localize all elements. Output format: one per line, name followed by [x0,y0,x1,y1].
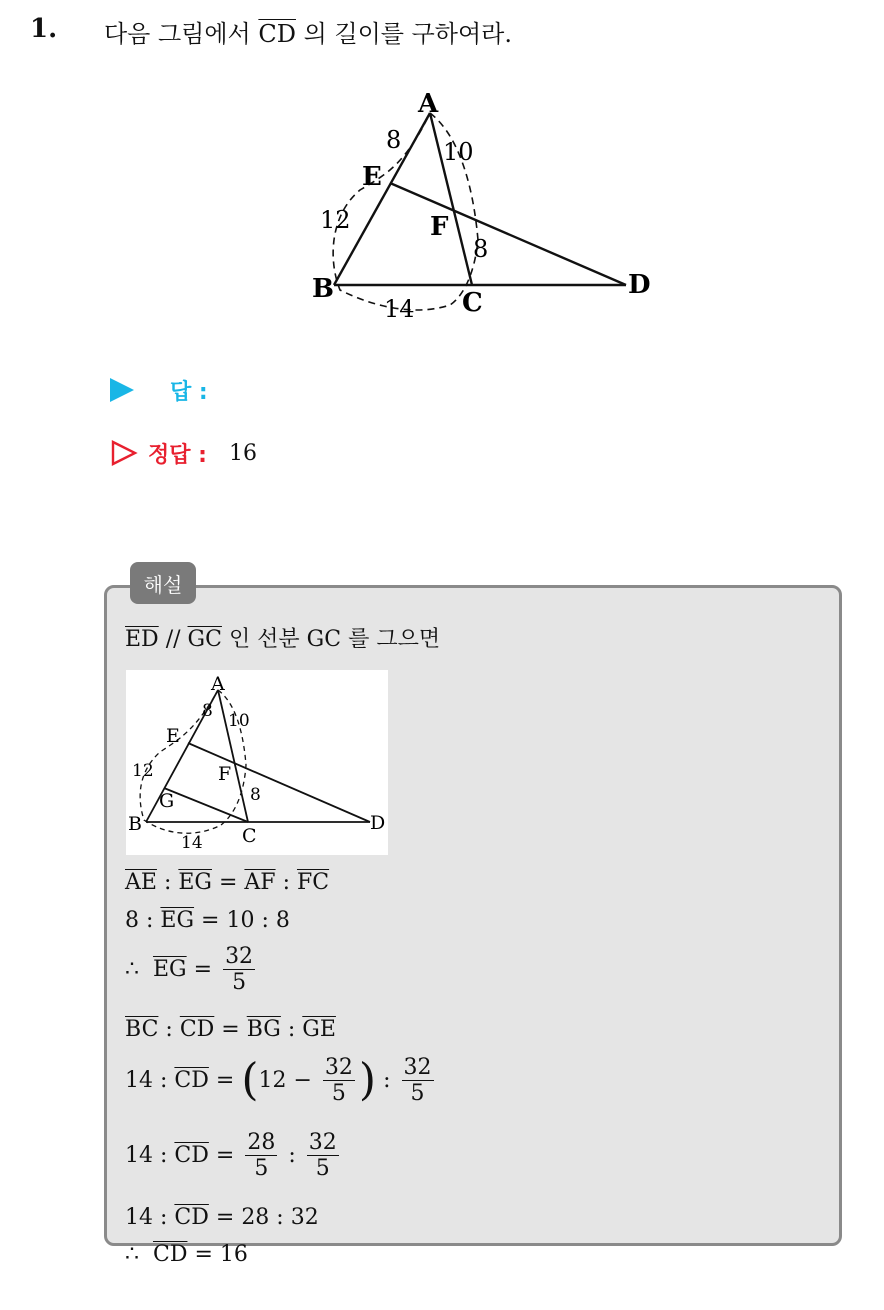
step-5: 14 : $\overline{CD} = (12$ − $\frac{32}{5}$ ) : $\frac{32}{5}$ [125,1054,432,1106]
correct-value: 16 [228,440,257,466]
step-3: ∴ $\overline{EG}$ = $\frac{32}{5}$ [125,944,254,995]
step-1: $\overline{AE}$ : $\overline{EG} = \overline{AF}$ : $\overline{FC}$ [125,870,330,895]
correct-label: 정답 : [148,442,207,468]
solution-intro-text: 인 선분 GC 를 그으면 [228,627,441,652]
question-number: 1. [30,14,58,44]
label-E: E [362,162,382,192]
label2-B: B [128,813,142,835]
label2-C: C [242,825,257,847]
question-text-suffix: 의 길이를 구하여라. [303,20,512,48]
question-segment: $\overline{CD}$ [258,20,296,48]
play-arrow-icon [110,378,134,402]
line-ED-2 [188,743,370,822]
final-answer: 16 [219,1242,248,1267]
length-FC: 8 [473,235,489,263]
line-ED [390,183,626,285]
step-2-rhs: 10 : 8 [226,908,290,933]
correct-answer-row [110,436,257,470]
label2-F: F [218,763,232,785]
label2-D: D [370,812,386,834]
length2-AE: 8 [202,701,213,721]
answer-row [110,373,208,407]
label2-G: G [159,790,175,812]
length-EB: 12 [320,206,351,234]
step-8: ∴ $\overline{CD} = 16$ [125,1242,248,1267]
label-D: D [628,270,651,300]
length2-FC: 8 [250,785,261,805]
step-6: 14 : $\overline{CD}$ = $\frac{28}{5}$ : $\frac{32}{5}$ [125,1130,337,1181]
question-text-prefix: 다음 그림에서 [104,20,251,48]
outline-arrow-icon [110,439,138,467]
length2-EB: 12 [132,761,154,781]
length2-AF: 10 [228,711,250,731]
answer-label: 답 : [170,379,208,405]
step-7: 14 : $\overline{CD} = 28$ : 32 [125,1205,319,1230]
length-BC: 14 [384,295,415,323]
solution-figure [126,670,388,855]
solution-tag: 해설 [130,562,196,604]
length-AE: 8 [386,126,402,154]
label-B: B [312,274,334,304]
label2-A: A [211,673,225,695]
line-GC [164,788,248,822]
step-4: $\overline{BC}$ : $\overline{CD} = \overline{BG}$ : $\overline{GE}$ [125,1017,336,1042]
solution-intro: $\overline{ED} // \overline{GC}$ 인 선분 GC 를 그으면 [125,627,441,652]
label-A: A [418,89,439,119]
geometry-figure [300,85,660,330]
line-AB [334,113,430,285]
step-3-fraction: $\frac{32}{5}$ [225,944,254,995]
step-2: 8 : $\overline{EG} = 10$ : 8 [125,908,290,933]
label2-E: E [166,725,180,747]
line-AC-2 [218,690,248,822]
label-F: F [430,212,449,242]
length-AF: 10 [443,138,474,166]
question-text [104,14,512,49]
label-C: C [462,288,483,318]
length2-BC: 14 [181,833,203,853]
